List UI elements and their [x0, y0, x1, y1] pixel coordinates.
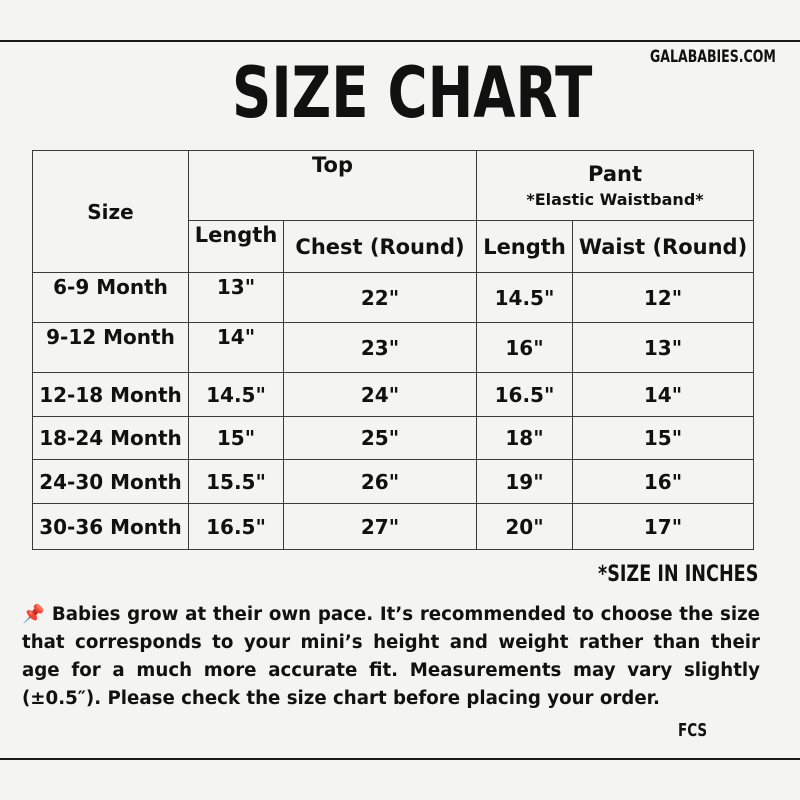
top-group-header: Top	[189, 151, 477, 221]
value-cell: 16.5"	[477, 373, 573, 417]
value-cell: 14.5"	[477, 273, 573, 323]
value-cell: 16"	[573, 460, 754, 504]
elastic-waistband-note: *Elastic Waistband*	[526, 190, 704, 209]
site-name: GALABABIES.COM	[650, 47, 776, 67]
value-cell: 19"	[477, 460, 573, 504]
size-cell: 12-18 Month	[33, 373, 189, 417]
table-row	[33, 504, 754, 550]
top-length-header: Length	[189, 221, 284, 273]
pant-group-header	[477, 151, 754, 221]
size-column-header: Size	[33, 151, 189, 273]
value-cell: 15"	[189, 417, 284, 460]
value-cell: 16.5"	[189, 504, 284, 550]
value-cell: 13"	[189, 273, 284, 323]
table-row	[33, 373, 754, 417]
value-cell: 15"	[573, 417, 754, 460]
value-cell: 20"	[477, 504, 573, 550]
table-row	[33, 417, 754, 460]
pushpin-icon: 📌	[22, 604, 46, 625]
top-divider	[0, 40, 800, 42]
top-chest-header: Chest (Round)	[284, 221, 477, 273]
value-cell: 18"	[477, 417, 573, 460]
value-cell: 22"	[284, 273, 477, 323]
pant-label: Pant	[588, 162, 642, 186]
value-cell: 12"	[573, 273, 754, 323]
page-title: SIZE CHART	[232, 52, 593, 134]
pant-length-header: Length	[477, 221, 573, 273]
size-cell: 18-24 Month	[33, 417, 189, 460]
disclaimer-text: Babies grow at their own pace. It’s recommended to choose the size that corresponds to your mini’s height and weight rather than their age for a much more accurate fit. Measurements may vary slightly (±0.5″). Please check the size chart before placing your order.	[22, 604, 761, 709]
value-cell: 14"	[573, 373, 754, 417]
value-cell: 25"	[284, 417, 477, 460]
size-in-inches-note: *SIZE IN INCHES	[598, 562, 759, 587]
value-cell: 27"	[284, 504, 477, 550]
disclaimer-paragraph	[22, 601, 760, 713]
size-cell: 24-30 Month	[33, 460, 189, 504]
header-row-groups	[33, 151, 754, 221]
value-cell: 14"	[189, 323, 284, 373]
value-cell: 14.5"	[189, 373, 284, 417]
value-cell: 16"	[477, 323, 573, 373]
size-chart-table	[32, 150, 754, 550]
value-cell: 26"	[284, 460, 477, 504]
size-cell: 9-12 Month	[33, 323, 189, 373]
bottom-divider	[0, 758, 800, 760]
size-cell: 6-9 Month	[33, 273, 189, 323]
value-cell: 15.5"	[189, 460, 284, 504]
value-cell: 24"	[284, 373, 477, 417]
value-cell: 23"	[284, 323, 477, 373]
footer-code: FCS	[678, 720, 708, 741]
value-cell: 17"	[573, 504, 754, 550]
value-cell: 13"	[573, 323, 754, 373]
table-row	[33, 323, 754, 373]
size-cell: 30-36 Month	[33, 504, 189, 550]
table-row	[33, 460, 754, 504]
pant-waist-header: Waist (Round)	[573, 221, 754, 273]
table-row	[33, 273, 754, 323]
